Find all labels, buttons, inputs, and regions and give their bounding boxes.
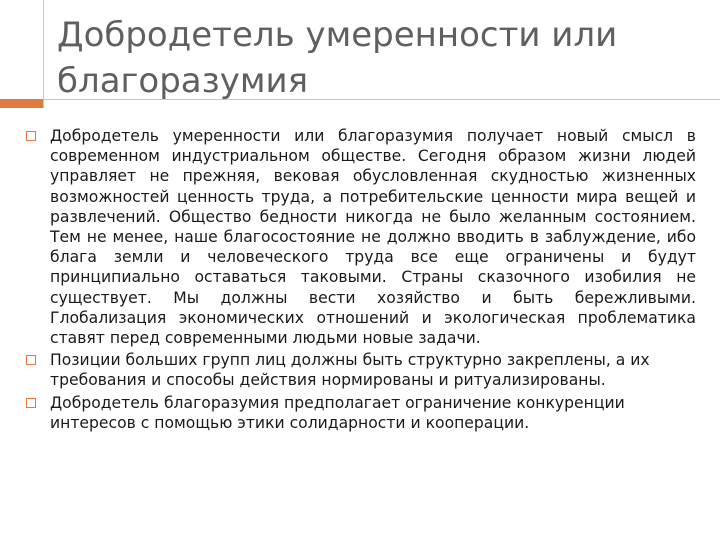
square-bullet-icon — [26, 398, 36, 408]
accent-bar — [0, 99, 43, 108]
title-vertical-rule — [43, 0, 44, 108]
bullet-item-1 — [26, 126, 696, 348]
bullet-text: Добродетель благоразумия предполагает ограничение конкуренции интересов с помощью этики солидарности и кооперации. — [50, 393, 625, 432]
square-bullet-icon — [26, 131, 36, 141]
bullet-item-2 — [26, 350, 696, 390]
bullet-text: Добродетель умеренности или благоразумия получает новый смысл в современном индустриальном обществе. Сегодня образом жизни людей управляет не прежняя, вековая обусловленная скудностью жизненных возможностей ценность труда, а потребительские ценности мира вещей и развлечений. Общество бедности никогда не было желанным состоянием. Тем не менее, наше благосостояние не должно вводить в заблуждение, ибо блага земли и человеческого труда все еще ограничены и будут принципиально оставаться таковыми. Страны сказочного изобилия не существует. Мы должны вести хозяйство и быть бережливыми. Глобализация экономических отношений и экологическая проблематика ставят перед современными людьми новые задачи. — [50, 127, 696, 348]
slide-title-line-2: благоразумия — [57, 61, 309, 101]
bullet-item-3 — [26, 393, 696, 433]
square-bullet-icon — [26, 355, 36, 365]
slide-title — [57, 12, 697, 104]
slide-title-line-1: Добродетель умеренности или — [57, 15, 618, 55]
bullet-list — [26, 126, 696, 435]
bullet-text: Позиции больших групп лиц должны быть структурно закреплены, а их требования и способы действия нормированы и ритуализированы. — [50, 351, 650, 390]
